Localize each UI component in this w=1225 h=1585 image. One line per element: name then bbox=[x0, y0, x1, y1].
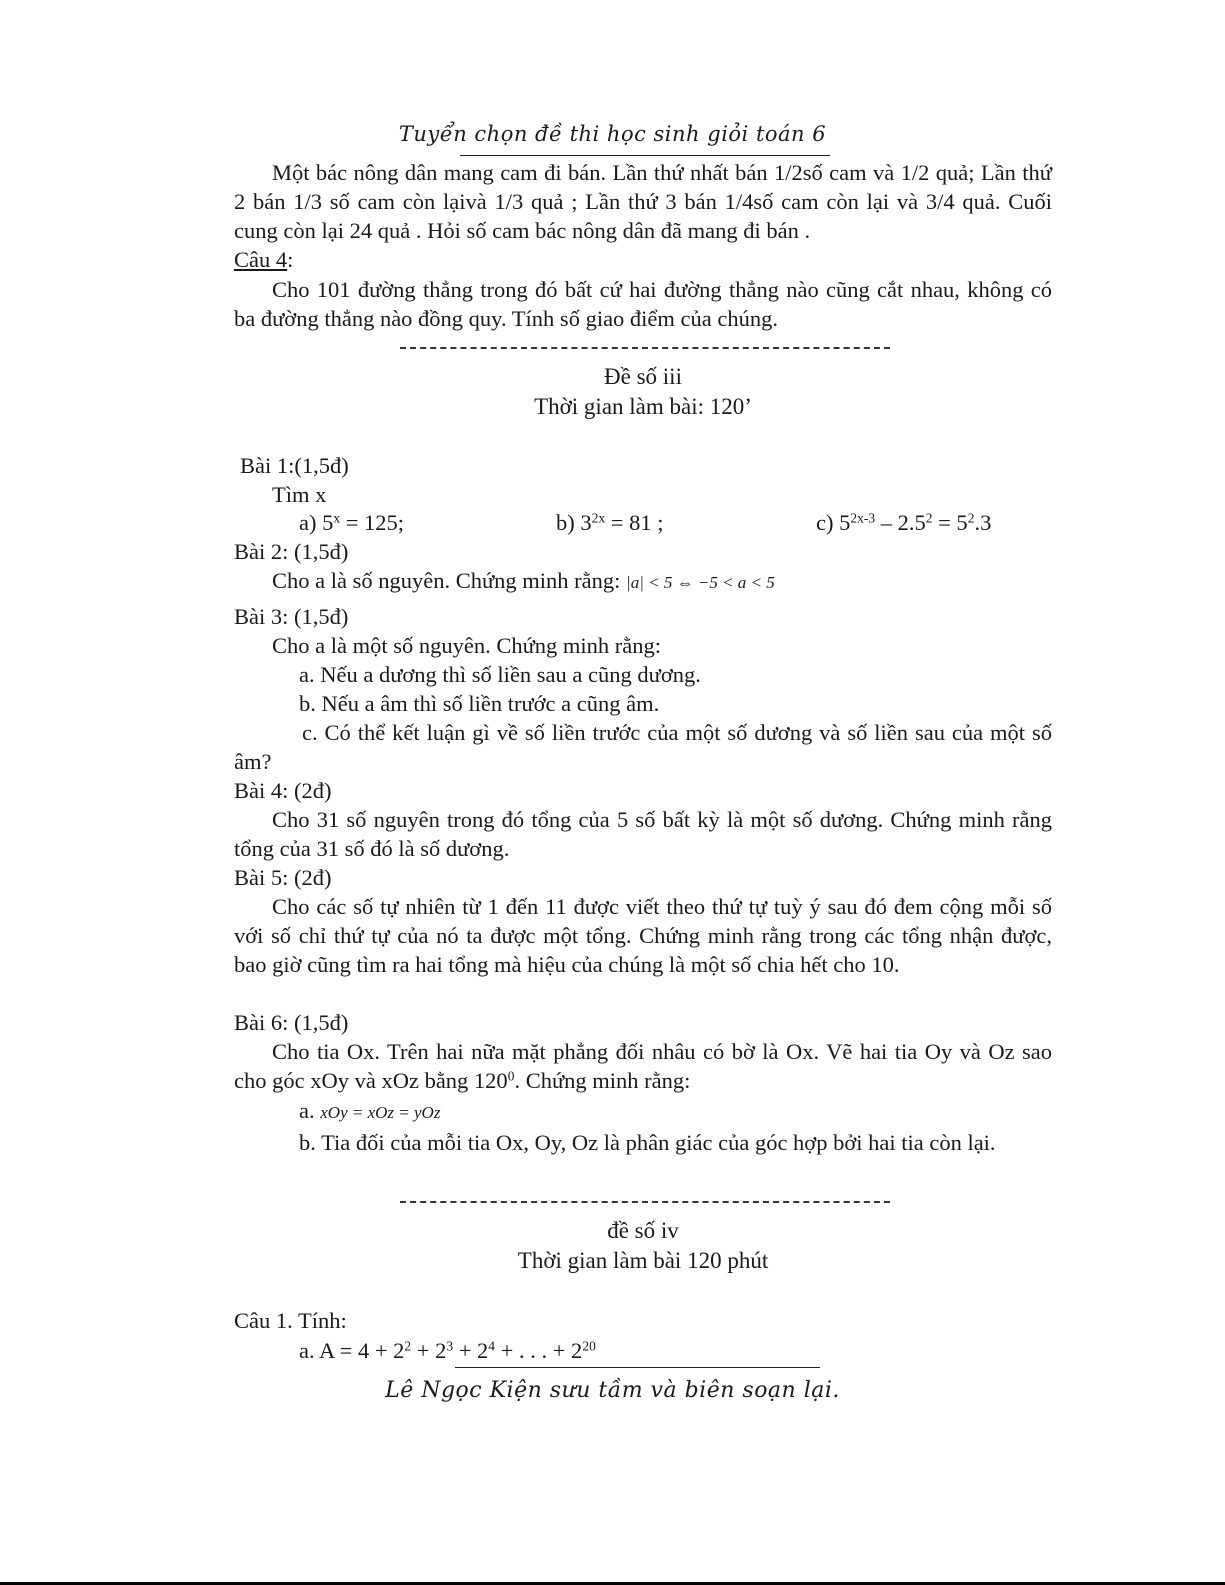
bai5-label: Bài 5: (2đ) bbox=[234, 865, 332, 890]
section-divider-2 bbox=[400, 1201, 890, 1203]
footer-credit: Lê Ngọc Kiện sưu tầm và biên soạn lại. bbox=[385, 1378, 840, 1403]
bai2-line bbox=[234, 566, 1052, 597]
bai4-label: Bài 4: (2đ) bbox=[234, 778, 332, 803]
cau4-colon: : bbox=[287, 247, 294, 272]
bai6-item-a: a. xOy = xOz = yOz bbox=[299, 1098, 441, 1123]
header-rule bbox=[460, 155, 830, 156]
bai3-item-b: b. Nếu a âm thì số liền trước a cũng âm. bbox=[299, 691, 660, 716]
cau4-heading bbox=[234, 245, 1052, 274]
bai3-item-c: c. Có thể kết luận gì về số liền trước của một số dương và số liền sau của một số âm? bbox=[234, 720, 1052, 774]
angle-equality-formula: xOy = xOz = yOz bbox=[320, 1103, 441, 1122]
bai1-label: Bài 1:(1,5đ) bbox=[240, 453, 349, 478]
cau1-item-a: a. $A = 4 + 2^2 + 2^3 + 2^4$ + . . . + $2^{20}$ bbox=[299, 1338, 596, 1363]
bai2-formula: |a| < 5 ⇔ −5 < a < 5 bbox=[626, 573, 775, 592]
bai4-text: Cho 31 số nguyên trong đó tổng của 5 số bất kỳ là một số dương. Chứng minh rằng tổng của 31 số đó là số dương. bbox=[234, 807, 1052, 861]
bai1-lead: Tìm x bbox=[272, 482, 327, 507]
bai2-text: Cho a là số nguyên. Chứng minh rằng: bbox=[272, 568, 621, 593]
bai1-eq-b: b) $3^{2x} = 81$ ; bbox=[556, 510, 664, 535]
bai2-label: Bài 2: (1,5đ) bbox=[234, 539, 349, 564]
bai6-item-b: b. Tia đối của mỗi tia Ox, Oy, Oz là phân giác của góc hợp bởi hai tia còn lại. bbox=[299, 1130, 996, 1155]
header-title: Tuyển chọn đề thi học sinh giỏi toán 6 bbox=[398, 122, 827, 146]
bai5-text: Cho các số tự nhiên từ 1 đến 11 được viết theo thứ tự tuỳ ý sau đó đem cộng mỗi số với số chỉ thứ tự của nó ta được một tổng. Chứng minh rằng trong các tổng nhận được, bao giờ cũng tìm ra hai tổng mà hiệu của chúng là một số chia hết cho 10. bbox=[234, 894, 1052, 977]
bai1-eq-c: c) $5^{2x-3} - 2.5^2 = 5^2.3$ bbox=[816, 510, 992, 535]
footer-rule bbox=[455, 1367, 820, 1368]
bai3-label: Bài 3: (1,5đ) bbox=[234, 604, 349, 629]
cau1-label: Câu 1. Tính: bbox=[234, 1308, 347, 1333]
bai6-label: Bài 6: (1,5đ) bbox=[234, 1010, 349, 1035]
cau4-text: Cho 101 đường thẳng trong đó bất cứ hai đường thẳng nào cũng cắt nhau, không có ba đường thẳng nào đồng quy. Tính số giao điểm của chúng. bbox=[234, 277, 1052, 331]
de4-time: Thời gian làm bài 120 phút bbox=[517, 1248, 769, 1273]
problem-paragraph: Một bác nông dân mang cam đi bán. Lần thứ nhất bán 1/2số cam và 1/2 quả; Lần thứ 2 bán 1/3 số cam còn lạivà 1/3 quả ; Lần thứ 3 bán 1/4số cam còn lại và 3/4 quả. Cuối cung còn lại 24 quả . Hỏi số cam bác nông dân đã mang đi bán . bbox=[234, 160, 1052, 243]
de3-time: Thời gian làm bài: 120’ bbox=[534, 394, 752, 419]
bai3-item-a: a. Nếu a dương thì số liền sau a cũng dương. bbox=[299, 662, 701, 687]
de3-title: Đề số iii bbox=[604, 364, 682, 389]
section-divider bbox=[400, 347, 890, 349]
de4-title: đề số iv bbox=[607, 1218, 679, 1243]
bai1-eq-a: a) $5^x = 125$; bbox=[299, 510, 405, 535]
bai6-text: Cho tia Ox. Trên hai nữa mặt phẳng đối nhâu có bờ là Ox. Vẽ hai tia Oy và Oz sao cho góc xOy và xOz bằng $120^0$. Chứng minh rằng: bbox=[234, 1039, 1052, 1093]
bai3-lead: Cho a là một số nguyên. Chứng minh rằng: bbox=[272, 633, 662, 658]
cau4-label: Câu 4 bbox=[234, 247, 288, 272]
